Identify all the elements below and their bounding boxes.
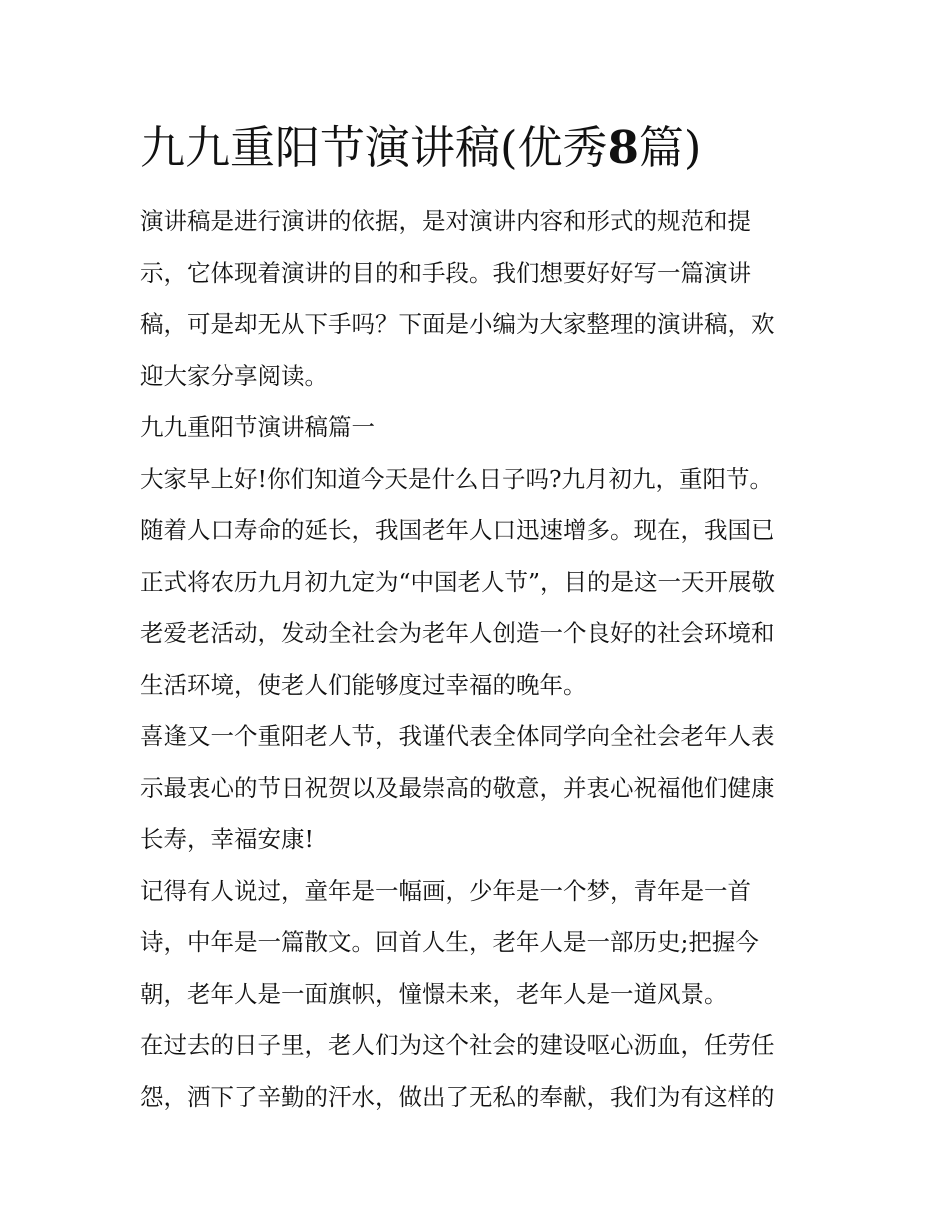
body-line: 在过去的日子里，老人们为这个社会的建设呕心沥血，任劳任	[140, 1031, 775, 1059]
body-line: 随着人口寿命的延长，我国老年人口迅速增多。现在，我国已	[140, 516, 775, 544]
body-line: 正式将农历九月初九定为“中国老人节”，目的是这一天开展敬	[140, 567, 776, 596]
body-line: 演讲稿是进行演讲的依据，是对演讲内容和形式的规范和提	[140, 207, 751, 235]
body-line: 稿，可是却无从下手吗？下面是小编为大家整理的演讲稿，欢	[140, 310, 775, 338]
document-body	[140, 196, 820, 1123]
title-text-suffix: 篇)	[638, 121, 702, 174]
title-text-prefix: 九九重阳节演讲稿(优秀	[140, 121, 608, 174]
body-line: 示最衷心的节日祝贺以及最崇高的敬意，并衷心祝福他们健康	[140, 773, 775, 802]
body-line: 记得有人说过，童年是一幅画，少年是一个梦，青年是一首	[140, 876, 751, 905]
body-line: 朝，老年人是一面旗帜，憧憬未来，老年人是一道风景。	[140, 979, 728, 1008]
body-line: 大家早上好!你们知道今天是什么日子吗?九月初九，重阳节。	[140, 464, 774, 493]
body-line: 诗，中年是一篇散文。回首人生，老年人是一部历史;把握今	[140, 928, 759, 956]
body-line: 生活环境，使老人们能够度过幸福的晚年。	[140, 670, 587, 699]
body-line: 老爱老活动，发动全社会为老年人创造一个良好的社会环境和	[140, 619, 775, 647]
body-line: 喜逢又一个重阳老人节，我谨代表全体同学向全社会老年人表	[140, 722, 775, 750]
body-line: 示，它体现着演讲的目的和手段。我们想要好好写一篇演讲	[140, 258, 751, 287]
body-line: 长寿，幸福安康!	[140, 825, 314, 853]
title-article-count: 8	[607, 121, 639, 174]
body-line: 怨，洒下了辛勤的汗水，做出了无私的奉献，我们为有这样的	[140, 1082, 775, 1111]
body-line: 迎大家分享阅读。	[140, 361, 328, 390]
section-heading: 九九重阳节演讲稿篇一	[140, 413, 375, 441]
document-title	[140, 118, 701, 178]
